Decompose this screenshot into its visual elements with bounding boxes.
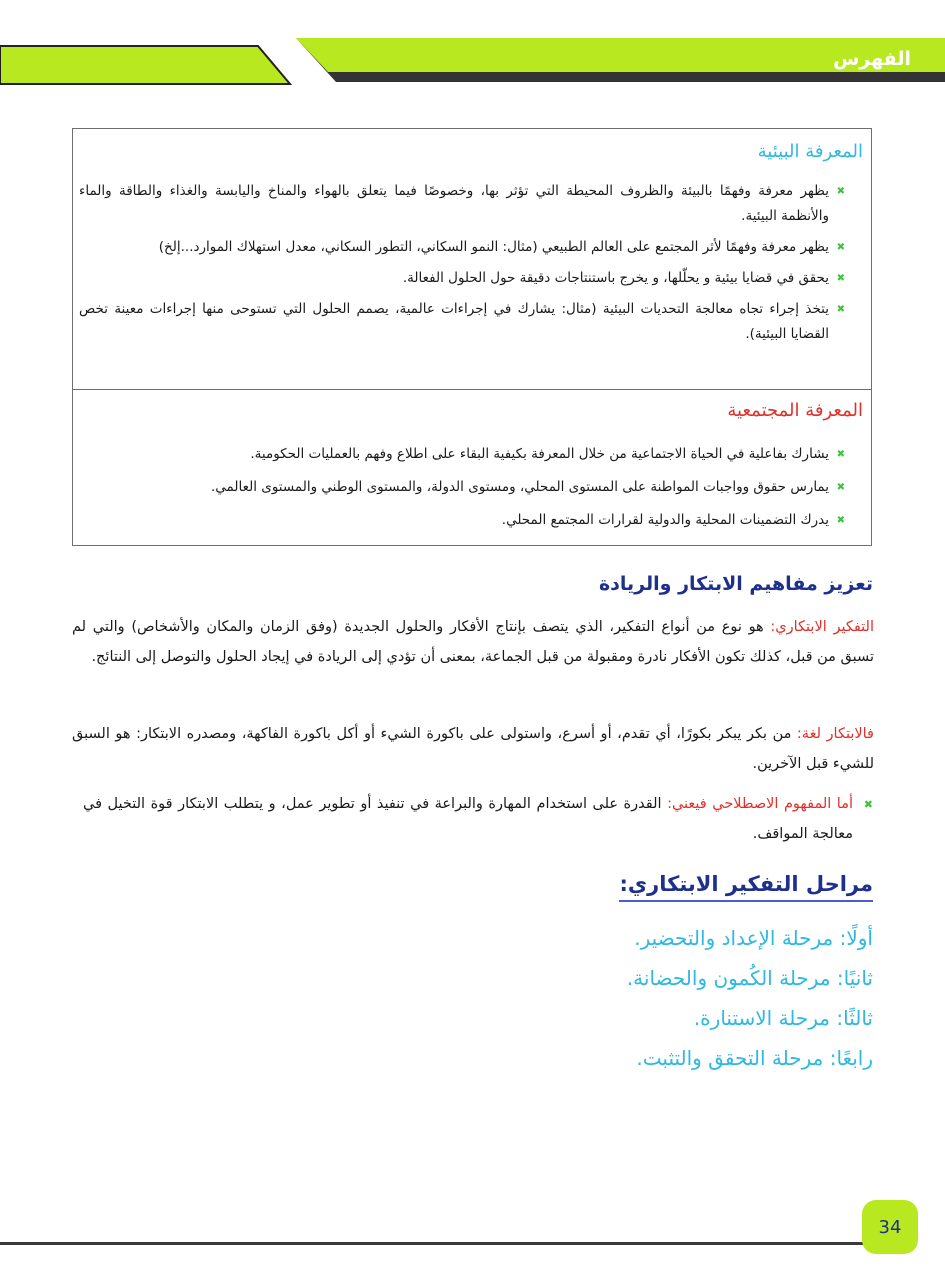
stages-title: مراحل التفكير الابتكاري: <box>619 872 873 902</box>
stage-item: ثانيًا: مرحلة الكُمون والحضانة. <box>626 966 873 990</box>
environmental-knowledge-box <box>72 128 872 390</box>
section-title: تعزيز مفاهيم الابتكار والريادة <box>598 573 873 595</box>
list-item: ✖ يظهر معرفة وفهمًا لأثر المجتمع على العالم الطبيعي (مثال: النمو السكاني، التطور السكاني، معدل استهلاك الموارد...إلخ) <box>79 235 845 260</box>
list-item: ✖ يحقق في قضايا بيئية و يحلّلها، و يخرج باستنتاجات دقيقة حول الحلول الفعالة. <box>79 266 845 291</box>
list-item: ✖ يمارس حقوق وواجبات المواطنة على المستوى المحلي، ومستوى الدولة، والمستوى الوطني والمستوى العالمي. <box>79 475 845 500</box>
paragraph-creative-thinking: التفكير الابتكاري: هو نوع من أنواع التفكير، الذي يتصف بإنتاج الأفكار والحلول الجديدة (وفق الزمان والمكان والأشخاص) والتي لم تسبق من قبل، كذلك تكون الأفكار نادرة ومقبولة من قبل الجماعة، بمعنى أن تؤدي إلى الريادة في إيجاد الحلول والتوصل إلى النتائج. <box>72 619 874 665</box>
box-title: المعرفة المجتمعية <box>727 400 863 421</box>
term: فالابتكار لغة: <box>796 726 874 742</box>
stage-item: ثالثًا: مرحلة الاستنارة. <box>693 1006 873 1030</box>
term: التفكير الابتكاري: <box>770 619 874 635</box>
bullet-icon: ✖ <box>836 242 845 253</box>
box-title: المعرفة البيئية <box>757 141 863 162</box>
bullet-icon: ✖ <box>836 449 845 460</box>
paragraph-innovation-language: فالابتكار لغة: من بكر يبكر بكورًا، أي تقدم، أو أسرع، واستولى على باكورة الشيء أو أكل باكورة الفاكهة، ومصدره الابتكار: هو السبق للشيء قبل الآخرين. <box>72 726 874 772</box>
community-list <box>79 442 845 541</box>
page-number: 34 <box>862 1200 918 1254</box>
bullet-icon: ✖ <box>836 186 845 197</box>
stages-list <box>627 918 873 1078</box>
bullet-icon: ✖ <box>836 304 845 315</box>
bullet-icon: ✖ <box>836 273 845 284</box>
stage-item: رابعًا: مرحلة التحقق والتثبت. <box>636 1046 873 1070</box>
bullet-icon: ✖ <box>836 482 845 493</box>
footer-divider <box>0 1242 870 1245</box>
header-graphic <box>0 0 945 90</box>
environmental-list <box>79 179 845 353</box>
term: أما المفهوم الاصطلاحي فيعني: <box>667 796 854 812</box>
paragraph-innovation-term: ✖ أما المفهوم الاصطلاحي فيعني: القدرة على استخدام المهارة والبراعة في تنفيذ أو تطوير عمل، و يتطلب الابتكار قوة التخيل في معالجة المواقف. <box>83 789 873 849</box>
bullet-icon: ✖ <box>836 515 845 526</box>
community-knowledge-box <box>72 389 872 546</box>
list-item: ✖ يظهر معرفة وفهمًا بالبيئة والظروف المحيطة التي تؤثر بها، وخصوصًا فيما يتعلق بالهواء والمناخ واليابسة والغذاء والطاقة والماء والأنظمة البيئية. <box>79 179 845 229</box>
list-item: ✖ يدرك التضمينات المحلية والدولية لقرارات المجتمع المحلي. <box>79 508 845 533</box>
list-item: ✖ يتخذ إجراء تجاه معالجة التحديات البيئية (مثال: يشارك في إجراءات عالمية، يصمم الحلول التي تستوحى منها إجراءات معينة تخص القضايا البيئية). <box>79 297 845 347</box>
stage-item: أولًا: مرحلة الإعداد والتحضير. <box>634 926 873 950</box>
header-banner <box>0 0 945 90</box>
header-title: الفهرس <box>833 48 911 70</box>
list-item: ✖ يشارك بفاعلية في الحياة الاجتماعية من خلال المعرفة بكيفية البقاء على اطلاع وفهم بالعمليات الحكومية. <box>79 442 845 467</box>
bullet-icon: ✖ <box>863 798 873 811</box>
